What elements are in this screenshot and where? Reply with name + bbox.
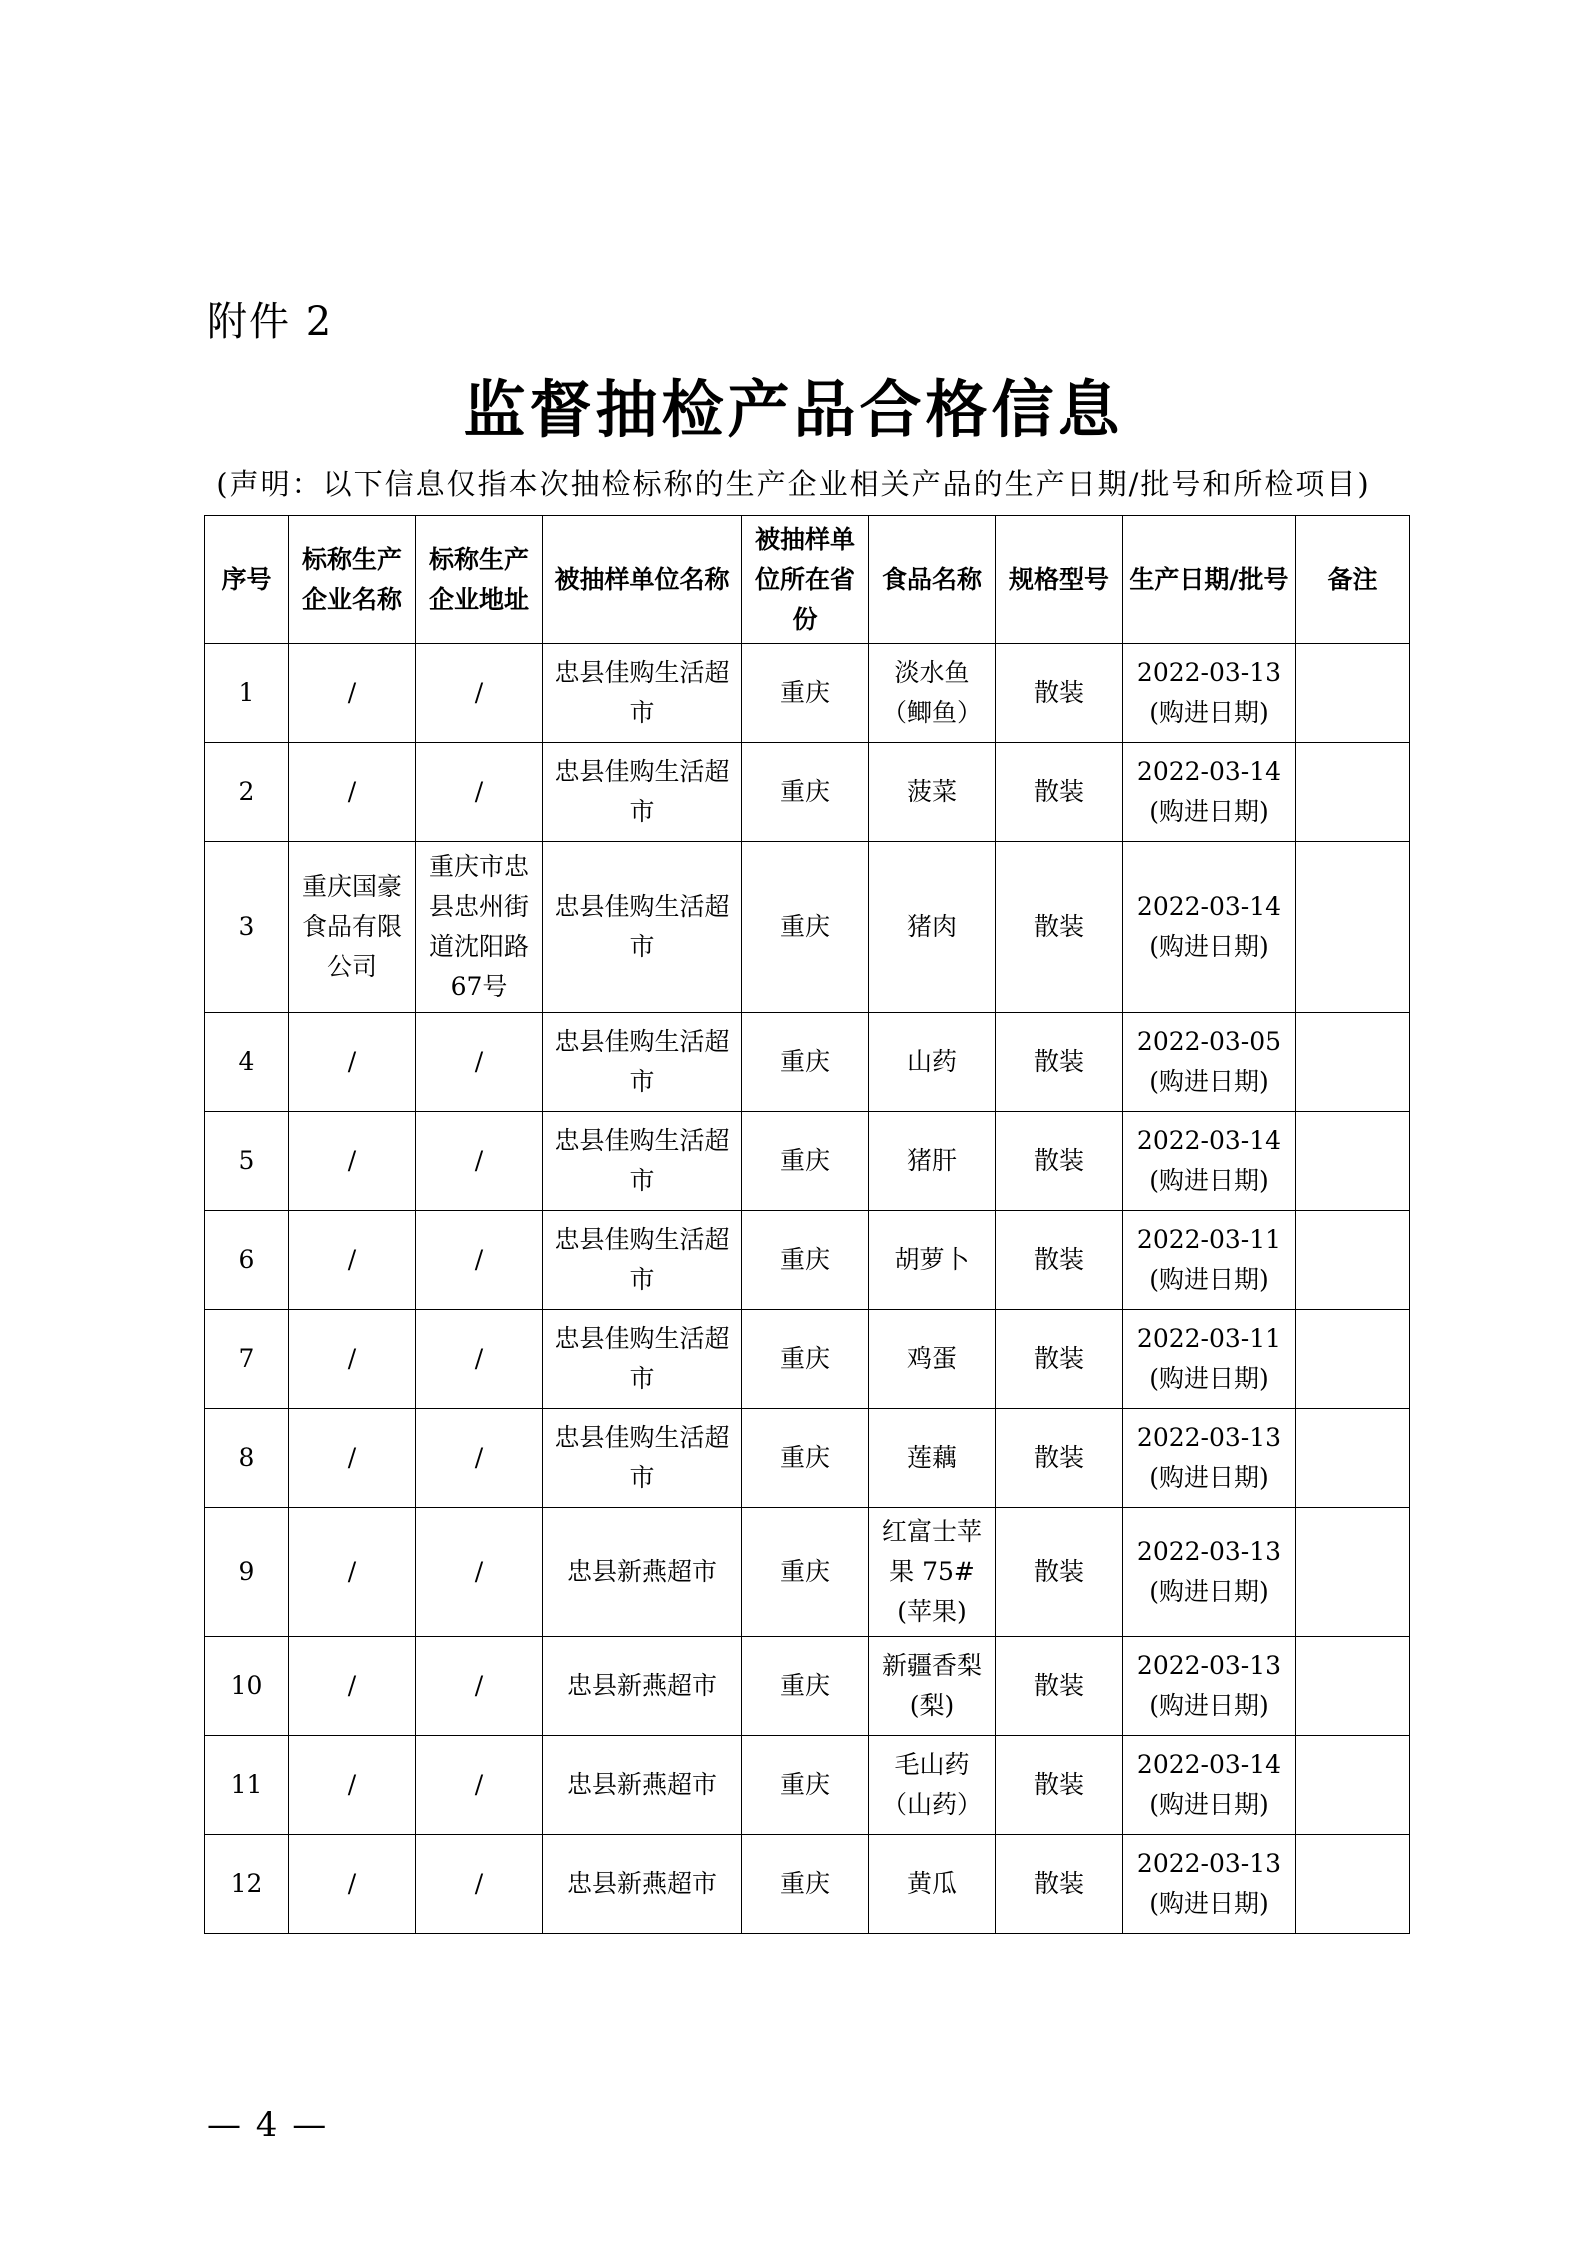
cell-date — [1123, 644, 1296, 743]
cell-unit: 忠县新燕超市 — [543, 1637, 742, 1736]
cell-remark — [1296, 1637, 1410, 1736]
date-note: (购进日期) — [1149, 1577, 1269, 1606]
date-note: (购进日期) — [1149, 797, 1269, 826]
cell-manufacturer: / — [289, 743, 416, 842]
cell-food: 猪肉 — [869, 842, 996, 1013]
cell-unit: 忠县新燕超市 — [543, 1736, 742, 1835]
cell-date — [1123, 1112, 1296, 1211]
date-value: 2022-03-13 — [1136, 1537, 1282, 1566]
cell-manufacturer: / — [289, 1736, 416, 1835]
cell-spec: 散装 — [996, 1112, 1123, 1211]
cell-food: 莲藕 — [869, 1409, 996, 1508]
cell-spec: 散装 — [996, 1310, 1123, 1409]
cell-food: 淡水鱼（鲫鱼） — [869, 644, 996, 743]
cell-food: 黄瓜 — [869, 1835, 996, 1934]
cell-remark — [1296, 1112, 1410, 1211]
table-row — [205, 1736, 1410, 1835]
date-note: (购进日期) — [1149, 698, 1269, 727]
date-value: 2022-03-05 — [1136, 1027, 1282, 1056]
header-no: 序号 — [205, 516, 289, 644]
table-row — [205, 1112, 1410, 1211]
date-value: 2022-03-14 — [1136, 1126, 1282, 1155]
cell-remark — [1296, 842, 1410, 1013]
cell-spec: 散装 — [996, 1013, 1123, 1112]
cell-manufacturer: / — [289, 1409, 416, 1508]
cell-address: / — [416, 1211, 543, 1310]
cell-food: 新疆香梨(梨) — [869, 1637, 996, 1736]
table-row — [205, 644, 1410, 743]
cell-no: 7 — [205, 1310, 289, 1409]
date-note: (购进日期) — [1149, 1364, 1269, 1393]
cell-province: 重庆 — [742, 1508, 869, 1637]
cell-spec: 散装 — [996, 743, 1123, 842]
cell-unit: 忠县佳购生活超市 — [543, 1112, 742, 1211]
table-row — [205, 1013, 1410, 1112]
cell-province: 重庆 — [742, 743, 869, 842]
date-note: (购进日期) — [1149, 1463, 1269, 1492]
cell-unit: 忠县佳购生活超市 — [543, 644, 742, 743]
date-note: (购进日期) — [1149, 932, 1269, 961]
cell-remark — [1296, 1310, 1410, 1409]
cell-spec: 散装 — [996, 644, 1123, 743]
date-value: 2022-03-11 — [1136, 1225, 1282, 1254]
cell-manufacturer: / — [289, 1508, 416, 1637]
cell-address: / — [416, 1310, 543, 1409]
cell-manufacturer: / — [289, 1637, 416, 1736]
date-value: 2022-03-14 — [1136, 1750, 1282, 1779]
cell-no: 10 — [205, 1637, 289, 1736]
cell-address: / — [416, 644, 543, 743]
cell-address: / — [416, 1508, 543, 1637]
table-row — [205, 1211, 1410, 1310]
date-note: (购进日期) — [1149, 1265, 1269, 1294]
cell-food: 山药 — [869, 1013, 996, 1112]
cell-unit: 忠县佳购生活超市 — [543, 842, 742, 1013]
date-note: (购进日期) — [1149, 1691, 1269, 1720]
cell-no: 6 — [205, 1211, 289, 1310]
cell-no: 8 — [205, 1409, 289, 1508]
cell-manufacturer: / — [289, 1112, 416, 1211]
cell-address: / — [416, 743, 543, 842]
cell-address: 重庆市忠县忠州街道沈阳路67号 — [416, 842, 543, 1013]
cell-no: 1 — [205, 644, 289, 743]
cell-spec: 散装 — [996, 1409, 1123, 1508]
cell-spec: 散装 — [996, 1508, 1123, 1637]
cell-manufacturer: / — [289, 1211, 416, 1310]
cell-date — [1123, 1637, 1296, 1736]
cell-province: 重庆 — [742, 1637, 869, 1736]
cell-food: 猪肝 — [869, 1112, 996, 1211]
cell-province: 重庆 — [742, 1835, 869, 1934]
cell-province: 重庆 — [742, 1310, 869, 1409]
date-value: 2022-03-14 — [1136, 892, 1282, 921]
date-value: 2022-03-14 — [1136, 757, 1282, 786]
cell-province: 重庆 — [742, 842, 869, 1013]
cell-date — [1123, 1211, 1296, 1310]
header-manufacturer: 标称生产企业名称 — [289, 516, 416, 644]
table-row — [205, 1835, 1410, 1934]
table-row — [205, 743, 1410, 842]
cell-remark — [1296, 1409, 1410, 1508]
cell-address: / — [416, 1409, 543, 1508]
cell-date — [1123, 1736, 1296, 1835]
cell-no: 9 — [205, 1508, 289, 1637]
table-row — [205, 1310, 1410, 1409]
date-note: (购进日期) — [1149, 1166, 1269, 1195]
attachment-label: 附件 2 — [207, 299, 334, 345]
cell-manufacturer: / — [289, 1310, 416, 1409]
cell-date — [1123, 1013, 1296, 1112]
cell-remark — [1296, 644, 1410, 743]
cell-remark — [1296, 1211, 1410, 1310]
date-value: 2022-03-13 — [1136, 658, 1282, 687]
table-header-row — [205, 516, 1410, 644]
header-date-batch: 生产日期/批号 — [1123, 516, 1296, 644]
date-value: 2022-03-13 — [1136, 1849, 1282, 1878]
cell-spec: 散装 — [996, 842, 1123, 1013]
cell-unit: 忠县新燕超市 — [543, 1508, 742, 1637]
cell-remark — [1296, 1736, 1410, 1835]
cell-no: 3 — [205, 842, 289, 1013]
cell-spec: 散装 — [996, 1736, 1123, 1835]
table-row — [205, 1409, 1410, 1508]
cell-remark — [1296, 1508, 1410, 1637]
inspection-table — [204, 515, 1410, 1934]
cell-address: / — [416, 1112, 543, 1211]
page-title: 监督抽检产品合格信息 — [463, 373, 1124, 446]
date-value: 2022-03-13 — [1136, 1423, 1282, 1452]
cell-date — [1123, 743, 1296, 842]
cell-remark — [1296, 1835, 1410, 1934]
cell-spec: 散装 — [996, 1211, 1123, 1310]
cell-no: 2 — [205, 743, 289, 842]
cell-province: 重庆 — [742, 1013, 869, 1112]
cell-unit: 忠县新燕超市 — [543, 1835, 742, 1934]
cell-manufacturer: / — [289, 644, 416, 743]
cell-unit: 忠县佳购生活超市 — [543, 1013, 742, 1112]
date-value: 2022-03-13 — [1136, 1651, 1282, 1680]
cell-no: 5 — [205, 1112, 289, 1211]
page-number: — 4 — — [207, 2105, 329, 2145]
cell-remark — [1296, 743, 1410, 842]
header-spec: 规格型号 — [996, 516, 1123, 644]
table-row — [205, 1508, 1410, 1637]
date-note: (购进日期) — [1149, 1790, 1269, 1819]
cell-no: 4 — [205, 1013, 289, 1112]
cell-manufacturer: / — [289, 1835, 416, 1934]
date-note: (购进日期) — [1149, 1067, 1269, 1096]
cell-date — [1123, 1310, 1296, 1409]
cell-address: / — [416, 1637, 543, 1736]
cell-province: 重庆 — [742, 1112, 869, 1211]
cell-address: / — [416, 1013, 543, 1112]
cell-no: 12 — [205, 1835, 289, 1934]
header-food-name: 食品名称 — [869, 516, 996, 644]
cell-unit: 忠县佳购生活超市 — [543, 1310, 742, 1409]
cell-unit: 忠县佳购生活超市 — [543, 1211, 742, 1310]
cell-province: 重庆 — [742, 1409, 869, 1508]
date-note: (购进日期) — [1149, 1889, 1269, 1918]
header-manufacturer-address: 标称生产企业地址 — [416, 516, 543, 644]
cell-date — [1123, 1835, 1296, 1934]
cell-food: 鸡蛋 — [869, 1310, 996, 1409]
cell-unit: 忠县佳购生活超市 — [543, 1409, 742, 1508]
cell-food: 菠菜 — [869, 743, 996, 842]
cell-food: 胡萝卜 — [869, 1211, 996, 1310]
cell-date — [1123, 1409, 1296, 1508]
cell-province: 重庆 — [742, 644, 869, 743]
cell-address: / — [416, 1835, 543, 1934]
cell-remark — [1296, 1013, 1410, 1112]
header-sampled-unit: 被抽样单位名称 — [543, 516, 742, 644]
table-row — [205, 1637, 1410, 1736]
statement-note: (声明：以下信息仅指本次抽检标称的生产企业相关产品的生产日期/批号和所检项目) — [216, 467, 1371, 501]
cell-province: 重庆 — [742, 1736, 869, 1835]
cell-spec: 散装 — [996, 1835, 1123, 1934]
cell-manufacturer: / — [289, 1013, 416, 1112]
cell-date — [1123, 842, 1296, 1013]
cell-unit: 忠县佳购生活超市 — [543, 743, 742, 842]
date-value: 2022-03-11 — [1136, 1324, 1282, 1353]
table-row — [205, 842, 1410, 1013]
header-remark: 备注 — [1296, 516, 1410, 644]
cell-province: 重庆 — [742, 1211, 869, 1310]
cell-date — [1123, 1508, 1296, 1637]
cell-food: 毛山药（山药） — [869, 1736, 996, 1835]
cell-address: / — [416, 1736, 543, 1835]
cell-no: 11 — [205, 1736, 289, 1835]
cell-spec: 散装 — [996, 1637, 1123, 1736]
header-province: 被抽样单位所在省份 — [742, 516, 869, 644]
cell-manufacturer: 重庆国豪食品有限公司 — [289, 842, 416, 1013]
cell-food: 红富士苹果 75#(苹果) — [869, 1508, 996, 1637]
